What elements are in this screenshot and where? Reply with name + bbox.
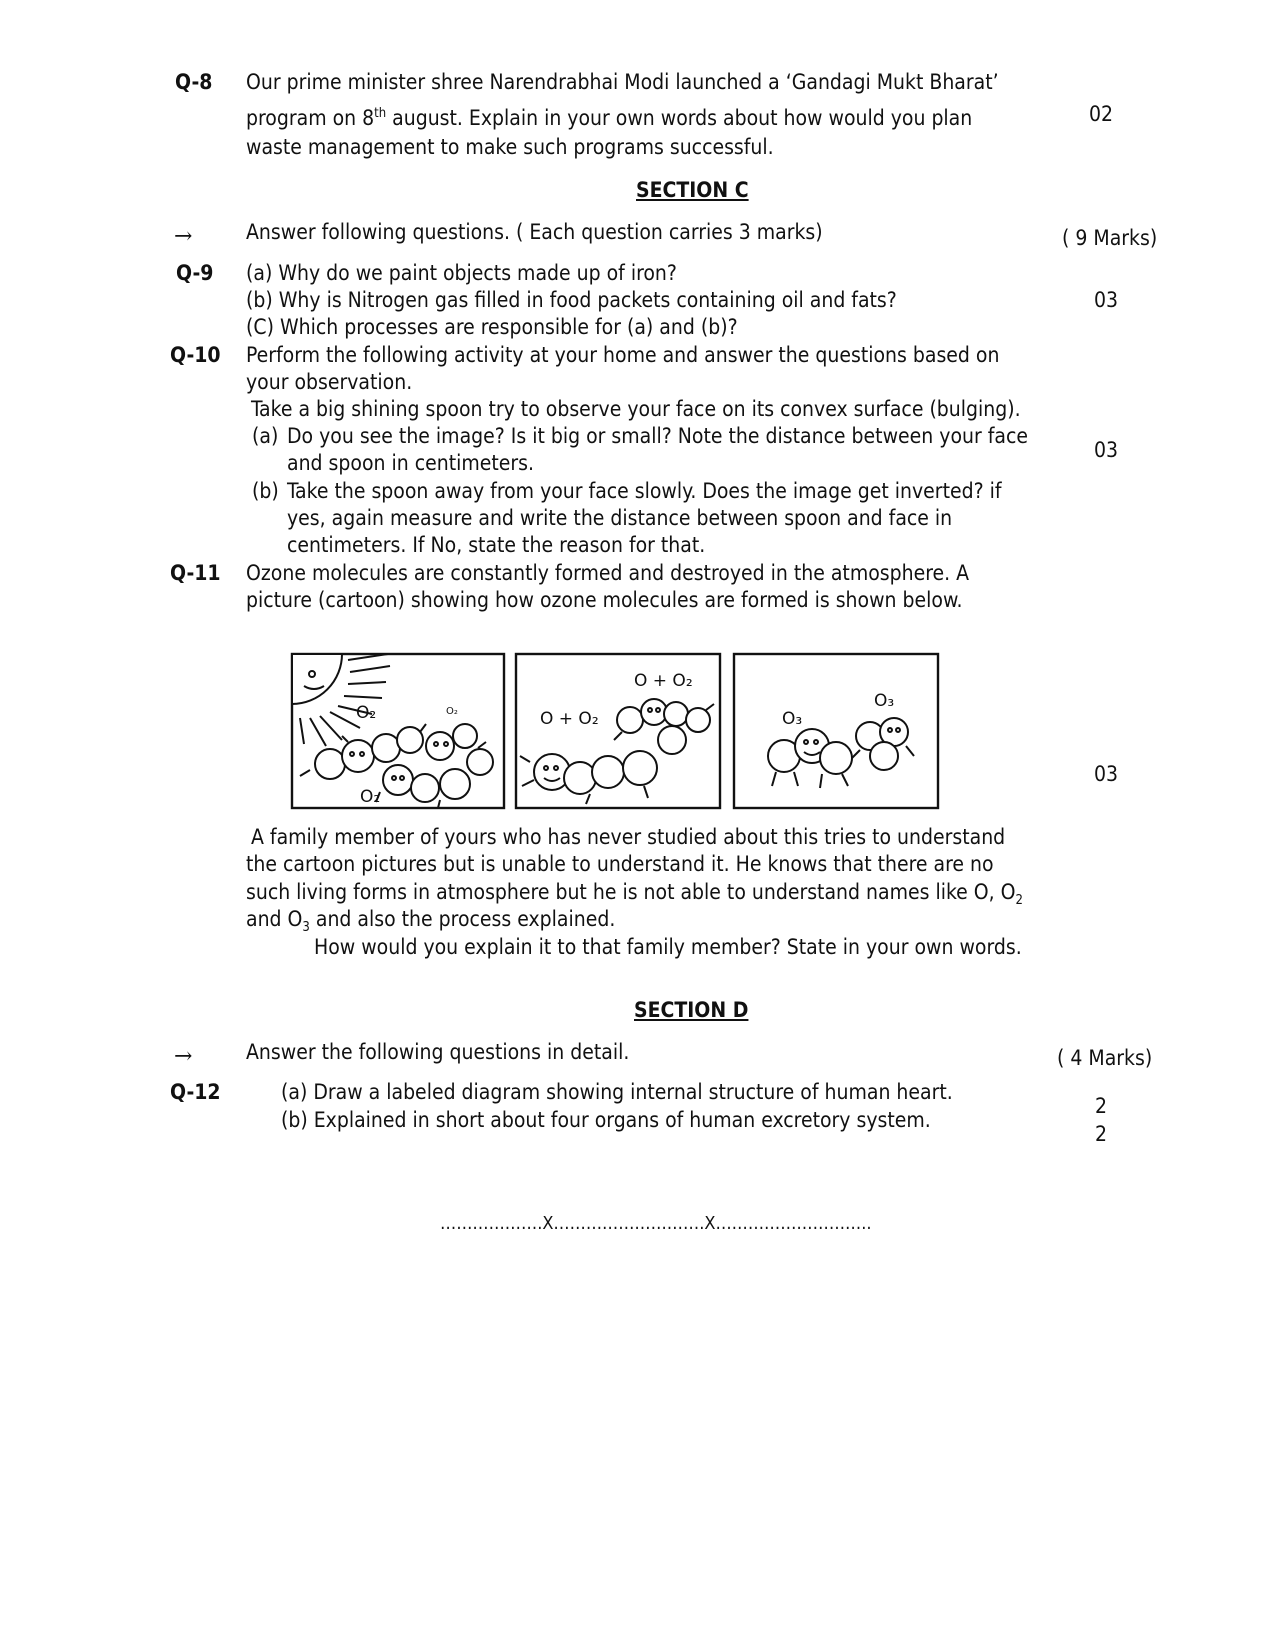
section-instruction: Answer the following questions in detail. — [246, 1040, 630, 1064]
cartoon-panel-1 — [292, 654, 504, 808]
cartoon-label: O + O₂ — [540, 709, 599, 729]
cartoon-label: O₂ — [356, 703, 377, 723]
cartoon-label: O₃ — [874, 691, 895, 711]
sub-question: (a) Draw a labeled diagram showing internal structure of human heart. — [281, 1080, 953, 1104]
cartoon-label: O₂ — [360, 787, 381, 807]
question-text-line: the cartoon pictures but is unable to understand it. He knows that there are no — [246, 852, 994, 876]
sub-question: centimeters. If No, state the reason for that. — [287, 533, 706, 557]
cartoon-label: O₂ — [446, 706, 458, 717]
cartoon-panel-2 — [516, 654, 720, 808]
question-text-line: your observation. — [246, 370, 413, 394]
section-total-marks: ( 4 Marks) — [1057, 1046, 1153, 1070]
arrow-icon: → — [174, 224, 193, 249]
question-text-line: Perform the following activity at your home and answer the questions based on — [246, 343, 1000, 367]
question-text-line: A family member of yours who has never studied about this tries to understand — [251, 825, 1006, 849]
question-text-line: and $O_3$ and also the process explained. — [246, 907, 616, 936]
question-text-line: waste management to make such programs successful. — [246, 135, 774, 159]
question-number: Q-11 — [170, 561, 221, 585]
question-text-line: Take a big shining spoon try to observe your face on its convex surface (bulging). — [251, 397, 1021, 421]
question-text-line: How would you explain it to that family member? State in your own words. — [314, 935, 1022, 959]
sub-question: (a) Why do we paint objects made up of iron? — [246, 261, 677, 285]
section-instruction: Answer following questions. ( Each question carries 3 marks) — [246, 220, 823, 244]
question-text-line: picture (cartoon) showing how ozone molecules are formed is shown below. — [246, 588, 963, 612]
question-number: Q-9 — [176, 261, 214, 285]
sub-question: and spoon in centimeters. — [287, 451, 535, 475]
question-marks: 02 — [1088, 102, 1114, 126]
question-number: Q-12 — [170, 1080, 221, 1104]
question-marks: 2 — [1094, 1122, 1108, 1146]
question-text-line: Ozone molecules are constantly formed and destroyed in the atmosphere. A — [246, 561, 970, 585]
question-text-line: such living forms in atmosphere but he is not able to understand names like O, $O_2$ — [246, 880, 1023, 909]
section-total-marks: ( 9 Marks) — [1062, 226, 1158, 250]
sub-question: (b) Why is Nitrogen gas filled in food packets containing oil and fats? — [246, 288, 897, 312]
question-number: Q-8 — [175, 70, 213, 94]
question-marks: 2 — [1094, 1094, 1108, 1118]
question-text-line: program on 8th august. Explain in your own words about how would you plan — [246, 106, 973, 130]
question-text-line: Our prime minister shree Narendrabhai Modi launched a ‘Gandagi Mukt Bharat’ — [246, 70, 999, 94]
sub-question-label: (b) — [252, 479, 279, 503]
end-of-paper-line: ……………….X……………………….X……………………….. — [440, 1213, 872, 1234]
sub-question: Do you see the image? Is it big or small? Note the distance between your face — [287, 424, 1028, 448]
ozone-cartoon-figure — [290, 652, 970, 812]
sub-question: (C) Which processes are responsible for (a) and (b)? — [246, 315, 738, 339]
question-marks: 03 — [1093, 762, 1119, 786]
cartoon-panel-3 — [734, 654, 938, 808]
sub-question-label: (a) — [252, 424, 279, 448]
cartoon-label: O + O₂ — [634, 671, 693, 691]
sub-question: Take the spoon away from your face slowly. Does the image get inverted? if — [287, 479, 1002, 503]
question-number: Q-10 — [170, 343, 221, 367]
arrow-icon: → — [174, 1044, 193, 1069]
question-marks: 03 — [1093, 438, 1119, 462]
question-marks: 03 — [1093, 288, 1119, 312]
sub-question: (b) Explained in short about four organs of human excretory system. — [281, 1108, 931, 1132]
sub-question: yes, again measure and write the distance between spoon and face in — [287, 506, 953, 530]
cartoon-label: O₃ — [782, 709, 803, 729]
section-heading: SECTION C — [636, 178, 749, 202]
section-heading: SECTION D — [634, 998, 749, 1022]
